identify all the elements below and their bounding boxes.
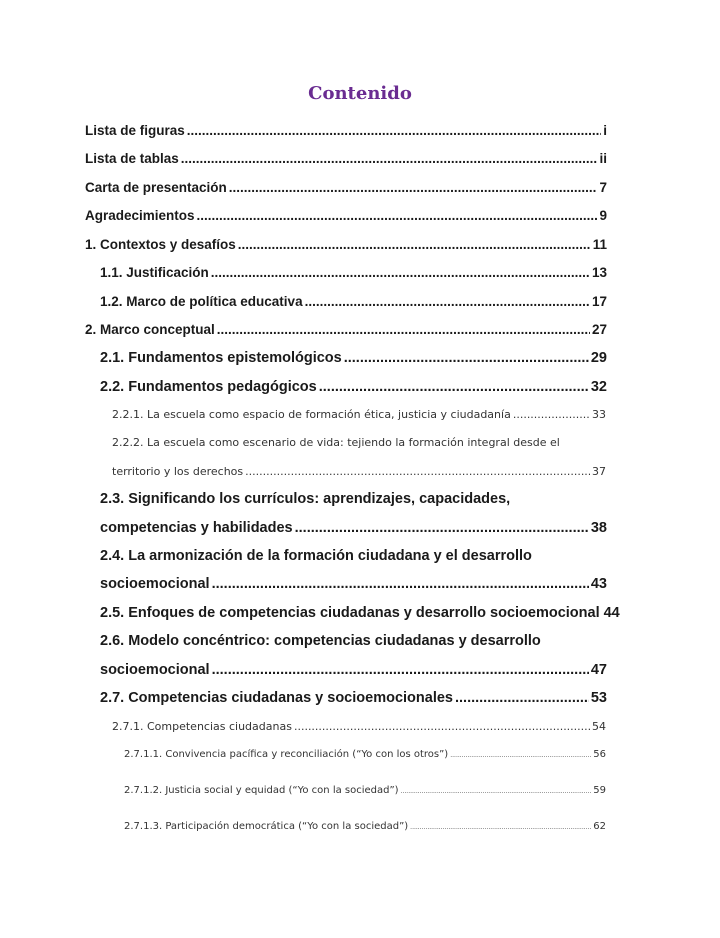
toc-entry-label: 2.7.1.2. Justicia social y equidad (“Yo con la sociedad”) — [124, 785, 399, 796]
toc-entry-label-line1[interactable]: 2.4. La armonización de la formación ciudadana y el desarrollo — [100, 548, 532, 564]
toc-entry-page: 44 — [603, 605, 620, 621]
toc-entry-page: 29 — [590, 350, 607, 366]
toc-entry[interactable] — [85, 123, 607, 138]
toc-leader — [187, 123, 601, 138]
toc-entry-label: 2.2. Fundamentos pedagógicos — [100, 379, 317, 395]
toc-entry[interactable] — [100, 350, 607, 366]
toc-leader — [450, 752, 591, 759]
toc-entry[interactable] — [85, 322, 607, 337]
toc-entry-label-line1[interactable]: 2.6. Modelo concéntrico: competencias ciudadanas y desarrollo — [100, 633, 541, 649]
toc-entry-label: 2.7.1. Competencias ciudadanas — [112, 720, 292, 733]
toc-leader — [295, 520, 589, 536]
toc-entry-label: 1. Contextos y desafíos — [85, 237, 236, 252]
toc-leader — [245, 465, 590, 478]
toc-entry-label: 2.2.1. La escuela como espacio de formación ética, justicia y ciudadanía — [112, 408, 511, 421]
toc-leader — [344, 350, 589, 366]
toc-entry[interactable] — [112, 465, 606, 478]
toc-entry[interactable] — [85, 237, 607, 252]
toc-entry[interactable] — [112, 408, 606, 421]
toc-entry-page: ii — [599, 151, 607, 166]
toc-entry-page: 7 — [599, 180, 607, 195]
toc-entry-page: 9 — [599, 208, 607, 223]
toc-entry-label: socioemocional — [100, 662, 210, 678]
toc-entry-page: 43 — [590, 576, 607, 592]
toc-entry-label: 2.7.1.1. Convivencia pacífica y reconciliación (“Yo con los otros”) — [124, 749, 449, 760]
toc-entry-label: territorio y los derechos — [112, 465, 244, 478]
toc-leader — [294, 720, 590, 733]
toc-entry[interactable] — [85, 208, 607, 223]
toc-leader — [211, 265, 590, 280]
toc-leader — [217, 322, 590, 337]
toc-entry-page: 54 — [592, 720, 606, 733]
toc-leader — [238, 237, 591, 252]
toc-leader — [513, 408, 590, 421]
toc-entry-page: 13 — [591, 265, 607, 280]
toc-entry-label-line1[interactable]: 2.3. Significando los currículos: aprendizajes, capacidades, — [100, 491, 511, 507]
toc-entry-label: Lista de figuras — [85, 123, 185, 138]
toc-entry-label: 2.7.1.3. Participación democrática (“Yo con la sociedad”) — [124, 821, 409, 832]
toc-entry[interactable] — [100, 576, 607, 592]
toc-leader — [401, 788, 592, 795]
toc-entry[interactable] — [124, 821, 606, 832]
toc-entry[interactable] — [100, 379, 607, 395]
toc-entry[interactable] — [112, 720, 606, 733]
toc-entry-page: 38 — [590, 520, 607, 536]
toc-entry-page: 56 — [593, 749, 606, 760]
toc-entry[interactable] — [124, 785, 606, 796]
toc-entry[interactable] — [85, 151, 607, 166]
toc-entry-page: 11 — [592, 237, 607, 252]
toc-entry-page: 53 — [590, 690, 607, 706]
toc-entry-label: 2.5. Enfoques de competencias ciudadanas y desarrollo socioemocional — [100, 605, 600, 621]
toc-entry-page: 37 — [592, 465, 606, 478]
toc-entry-page: 47 — [590, 662, 607, 678]
toc-entry[interactable] — [100, 605, 620, 621]
toc-entry-label: 2.7. Competencias ciudadanas y socioemocionales — [100, 690, 453, 706]
toc-entry[interactable] — [100, 265, 607, 280]
toc-entry-page: 27 — [591, 322, 607, 337]
toc-entry[interactable] — [85, 180, 607, 195]
toc-entry-label: socioemocional — [100, 576, 210, 592]
toc-entry-label: competencias y habilidades — [100, 520, 293, 536]
toc-entry-label: 2.1. Fundamentos epistemológicos — [100, 350, 342, 366]
toc-entry-label: Agradecimientos — [85, 208, 195, 223]
toc-leader — [197, 208, 598, 223]
toc-leader — [410, 824, 591, 831]
toc-leader — [212, 576, 589, 592]
toc-leader — [212, 662, 589, 678]
toc-entry-page: i — [603, 123, 607, 138]
toc-entry-page: 59 — [593, 785, 606, 796]
toc-entry-page: 17 — [591, 294, 607, 309]
toc-entry-label: Lista de tablas — [85, 151, 179, 166]
toc-entry[interactable] — [100, 520, 607, 536]
page-title: Contenido — [308, 83, 412, 104]
toc-leader — [455, 690, 589, 706]
toc-entry[interactable] — [124, 749, 606, 760]
toc-entry-page: 33 — [592, 408, 606, 421]
toc-leader — [181, 151, 598, 166]
toc-entry-page: 32 — [590, 379, 607, 395]
toc-entry-page: 62 — [593, 821, 606, 832]
toc-leader — [305, 294, 590, 309]
toc-entry[interactable] — [100, 662, 607, 678]
toc-entry[interactable] — [100, 294, 607, 309]
toc-entry-label: Carta de presentación — [85, 180, 227, 195]
toc-entry[interactable] — [100, 690, 607, 706]
toc-entry-label: 1.1. Justificación — [100, 265, 209, 280]
toc-leader — [319, 379, 589, 395]
toc-leader — [229, 180, 598, 195]
toc-entry-label: 1.2. Marco de política educativa — [100, 294, 303, 309]
toc-entry-label-line1[interactable]: 2.2.2. La escuela como escenario de vida: tejiendo la formación integral desde el — [112, 436, 560, 449]
toc-entry-label: 2. Marco conceptual — [85, 322, 215, 337]
